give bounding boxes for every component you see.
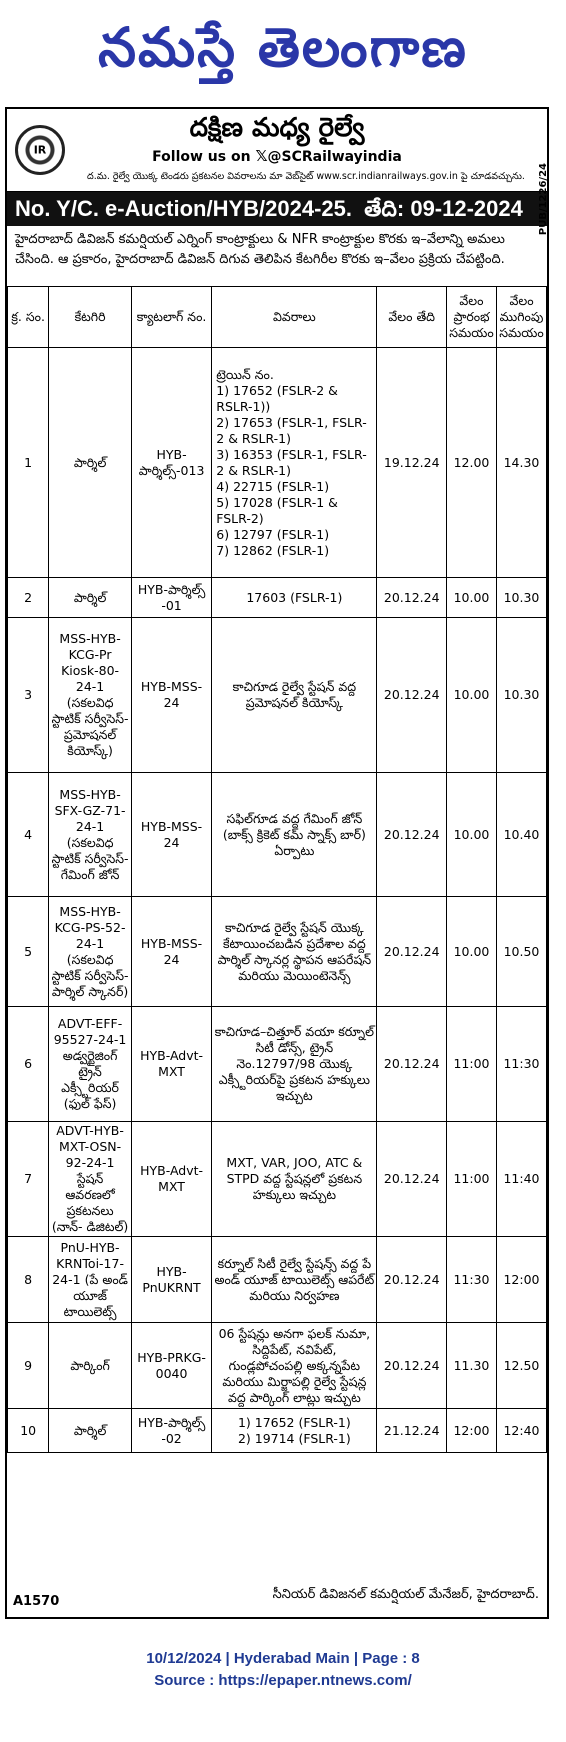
twitter-handle[interactable]: @SCRailwayindia — [267, 149, 402, 165]
page-footer — [0, 1648, 566, 1692]
page-footer-source[interactable]: Source : https://epaper.ntnews.com/ — [154, 1672, 412, 1689]
railway-emblem-icon: IR — [15, 125, 65, 175]
cell-start-time: 11:00 — [446, 1007, 496, 1122]
cell-catalog-no: HYB-పార్శిల్స్-013 — [131, 348, 211, 578]
table-row — [8, 773, 547, 897]
cell-details: కర్నూల్ సిటీ రైల్వే స్టేషన్స్ వద్ద పే అండ్ యూజ్ టాయిలెట్స్ ఆపరేట్ మరియు నిర్వహణ — [212, 1237, 377, 1323]
cell-serial-no: 10 — [8, 1409, 49, 1453]
cell-catalog-no: HYB-పార్శిల్స్ -02 — [131, 1409, 211, 1453]
cell-end-time: 12.50 — [496, 1323, 546, 1409]
cell-serial-no: 6 — [8, 1007, 49, 1122]
cell-category: MSS-HYB-KCG-PS-52-24-1 (సకలవిధ స్టాటిక్ సర్వీసెస్-పార్శిల్ స్కానర్) — [49, 897, 132, 1007]
cell-details: కాచిగూడ–చిత్తూర్ వయా కర్నూల్ సిటీ డోన్స్, ట్రైన్ నెం.12797/98 యొక్క ఎక్స్టీరియర్‌పై ప్రకటన హక్కులు ఇచ్చుట — [212, 1007, 377, 1122]
org-name: దక్షిణ మధ్య రైల్వే — [189, 113, 365, 143]
cell-auction-date: 19.12.24 — [377, 348, 447, 578]
cell-auction-date: 20.12.24 — [377, 1323, 447, 1409]
cell-serial-no: 4 — [8, 773, 49, 897]
cell-start-time: 10.00 — [446, 618, 496, 773]
page-footer-info: 10/12/2024 | Hyderabad Main | Page : 8 — [146, 1650, 420, 1667]
table-row — [8, 1409, 547, 1453]
cell-serial-no: 8 — [8, 1237, 49, 1323]
cell-end-time: 12:00 — [496, 1237, 546, 1323]
x-logo-icon: 𝕏 — [255, 147, 268, 165]
cell-details: కాచిగూడ రైల్వే స్టేషన్ వద్ద ప్రమోషనల్ కియోస్క్ — [212, 618, 377, 773]
cell-end-time: 10.40 — [496, 773, 546, 897]
column-header: కేటగిరి — [49, 287, 132, 348]
cell-details: MXT, VAR, JOO, ATC & STPD వద్ద స్టేషన్లలో ప్రకటన హక్కులు ఇచ్చుట — [212, 1122, 377, 1237]
cell-end-time: 11:30 — [496, 1007, 546, 1122]
cell-serial-no: 3 — [8, 618, 49, 773]
cell-start-time: 10.00 — [446, 897, 496, 1007]
cell-start-time: 10.00 — [446, 773, 496, 897]
railway-notice — [5, 107, 549, 1619]
cell-category: MSS-HYB-KCG-Pr Kiosk-80-24-1 (సకలవిధ స్టాటిక్ సర్వీసెస్-ప్రమోషనల్ కియోస్క్) — [49, 618, 132, 773]
table-row — [8, 1007, 547, 1122]
table-header-row — [8, 287, 547, 348]
table-row — [8, 1323, 547, 1409]
table-row — [8, 618, 547, 773]
table-row — [8, 348, 547, 578]
cell-auction-date: 21.12.24 — [377, 1409, 447, 1453]
cell-details: 1) 17652 (FSLR-1) 2) 19714 (FSLR-1) — [212, 1409, 377, 1453]
masthead-title: నమస్తే తెలంగాణ — [98, 15, 468, 79]
cell-serial-no: 2 — [8, 578, 49, 618]
cell-end-time: 10.30 — [496, 578, 546, 618]
cell-start-time: 12:00 — [446, 1409, 496, 1453]
follow-prefix: Follow us on — [152, 149, 251, 165]
table-row — [8, 1237, 547, 1323]
notice-number-bar — [7, 192, 547, 226]
cell-start-time: 11:00 — [446, 1122, 496, 1237]
cell-catalog-no: HYB-Advt-MXT — [131, 1122, 211, 1237]
cell-start-time: 10.00 — [446, 578, 496, 618]
cell-catalog-no: HYB-Advt-MXT — [131, 1007, 211, 1122]
cell-details: 06 స్టేషన్లు అనగా ఫలక్ నుమా, సిద్దిపేట్, నవిపేట్, గుండ్లపోచంపల్లి అక్కన్నపేట మరియు మిర్జాపల్లి రైల్వే స్టేషన్ల వద్ద పార్కింగ్ లాట్లు ఇచ్చుట — [212, 1323, 377, 1409]
cell-end-time: 10.50 — [496, 897, 546, 1007]
cell-details: కాచిగూడ రైల్వే స్టేషన్ యొక్క కేటాయించబడిన ప్రదేశాల వద్ద పార్శిల్ స్కానర్ల స్థాపన ఆపరేషన్ మరియు మెయింటెనెన్స్ — [212, 897, 377, 1007]
column-header: వివరాలు — [212, 287, 377, 348]
cell-serial-no: 9 — [8, 1323, 49, 1409]
cell-end-time: 11:40 — [496, 1122, 546, 1237]
cell-start-time: 11:30 — [446, 1237, 496, 1323]
cell-category: PnU-HYB-KRNToi-17-24-1 (పే అండ్ యూజ్ టాయిలెట్స్ — [49, 1237, 132, 1323]
cell-category: ADVT-EFF-95527-24-1 అడ్వర్టైజింగ్ ట్రైన్ ఎక్స్టీరియర్ (ఫుల్ ఫేస్) — [49, 1007, 132, 1122]
website-line: ద.మ. రైల్వే యొక్క టెండరు ప్రకటనల వివరాలను మా వెబ్‌సైట్ www.scr.indianrailways.gov.in పై చూడవచ్చును. — [87, 171, 525, 182]
table-body — [8, 348, 547, 1453]
cell-category: ADVT-HYB-MXT-OSN-92-24-1 స్టేషన్ ఆవరణలో ప్రకటనలు (నాన్- డిజిటల్) — [49, 1122, 132, 1237]
cell-catalog-no: HYB-PRKG-0040 — [131, 1323, 211, 1409]
cell-details: 17603 (FSLR-1) — [212, 578, 377, 618]
pub-code: PUB/1226/24 — [538, 163, 549, 236]
cell-auction-date: 20.12.24 — [377, 578, 447, 618]
table-row — [8, 1122, 547, 1237]
cell-catalog-no: HYB-MSS-24 — [131, 773, 211, 897]
cell-category: MSS-HYB-SFX-GZ-71-24-1 (సకలవిధ స్టాటిక్ సర్వీసెస్-గేమింగ్ జోన్ — [49, 773, 132, 897]
notice-footer — [7, 1579, 547, 1617]
ad-code: A1570 — [13, 1594, 60, 1609]
cell-catalog-no: HYB-MSS-24 — [131, 897, 211, 1007]
cell-auction-date: 20.12.24 — [377, 1122, 447, 1237]
notice-header — [7, 109, 547, 192]
column-header: వేలం ముగింపు సమయం — [496, 287, 546, 348]
cell-serial-no: 1 — [8, 348, 49, 578]
cell-category: పార్శిల్ — [49, 578, 132, 618]
cell-start-time: 11.30 — [446, 1323, 496, 1409]
cell-details: సఫిల్‌గూడ వద్ద గేమింగ్ జోన్ (బాక్స్ క్రికెట్ కమ్ స్నాక్స్ బార్) ఏర్పాటు — [212, 773, 377, 897]
column-header: వేలం తేది — [377, 287, 447, 348]
cell-catalog-no: HYB-MSS-24 — [131, 618, 211, 773]
table-row — [8, 578, 547, 618]
cell-auction-date: 20.12.24 — [377, 1007, 447, 1122]
signature-line: సీనియర్ డివిజనల్ కమర్షియల్ మేనేజర్, హైదరాబాద్. — [272, 1587, 539, 1602]
cell-details: ట్రెయిన్ నం. 1) 17652 (FSLR-2 & RSLR-1)) 2) 17653 (FSLR-1, FSLR-2 & RSLR-1) 3) 16353 (FSLR-1, FSLR-2 & RSLR-1) 4) 22715 (FSLR-1) 5) 17028 (FSLR-1 & FSLR-2) 6) 12797 (FSLR-1) 7) 12862 (FSLR-1) — [212, 348, 377, 578]
cell-auction-date: 20.12.24 — [377, 618, 447, 773]
newspaper-masthead — [0, 0, 566, 95]
column-header: క్ర. సం. — [8, 287, 49, 348]
cell-serial-no: 5 — [8, 897, 49, 1007]
table-row — [8, 897, 547, 1007]
cell-catalog-no: HYB-PnUKRNT — [131, 1237, 211, 1323]
notice-date: తేది: 09-12-2024 — [364, 196, 523, 221]
cell-auction-date: 20.12.24 — [377, 1237, 447, 1323]
column-header: వేలం ప్రారంభ సమయం — [446, 287, 496, 348]
intro-paragraph: హైదరాబాద్ డివిజన్ కమర్షియల్ ఎర్నింగ్ కాంట్రాక్టులు & NFR కాంట్రాక్టుల కొరకు ఇ–వేలాన్ని అమలు చేసింది. ఆ ప్రకారం, హైదరాబాద్ డివిజన్ దిగువ తెలిపిన కేటగిరీల కొరకు ఇ–వేలం ప్రక్రియ చేపట్టింది. — [15, 232, 505, 267]
cell-auction-date: 20.12.24 — [377, 897, 447, 1007]
cell-category: పార్శిల్ — [49, 1409, 132, 1453]
cell-auction-date: 20.12.24 — [377, 773, 447, 897]
cell-end-time: 14.30 — [496, 348, 546, 578]
cell-category: పార్శిల్ — [49, 348, 132, 578]
cell-start-time: 12.00 — [446, 348, 496, 578]
auction-table — [7, 286, 547, 1453]
cell-catalog-no: HYB-పార్శిల్స్ -01 — [131, 578, 211, 618]
follow-line — [7, 147, 547, 165]
notice-number: No. Y/C. e-Auction/HYB/2024-25. — [15, 196, 353, 221]
cell-end-time: 12:40 — [496, 1409, 546, 1453]
cell-serial-no: 7 — [8, 1122, 49, 1237]
cell-end-time: 10.30 — [496, 618, 546, 773]
column-header: క్యాటలాగ్ నం. — [131, 287, 211, 348]
cell-category: పార్కింగ్ — [49, 1323, 132, 1409]
